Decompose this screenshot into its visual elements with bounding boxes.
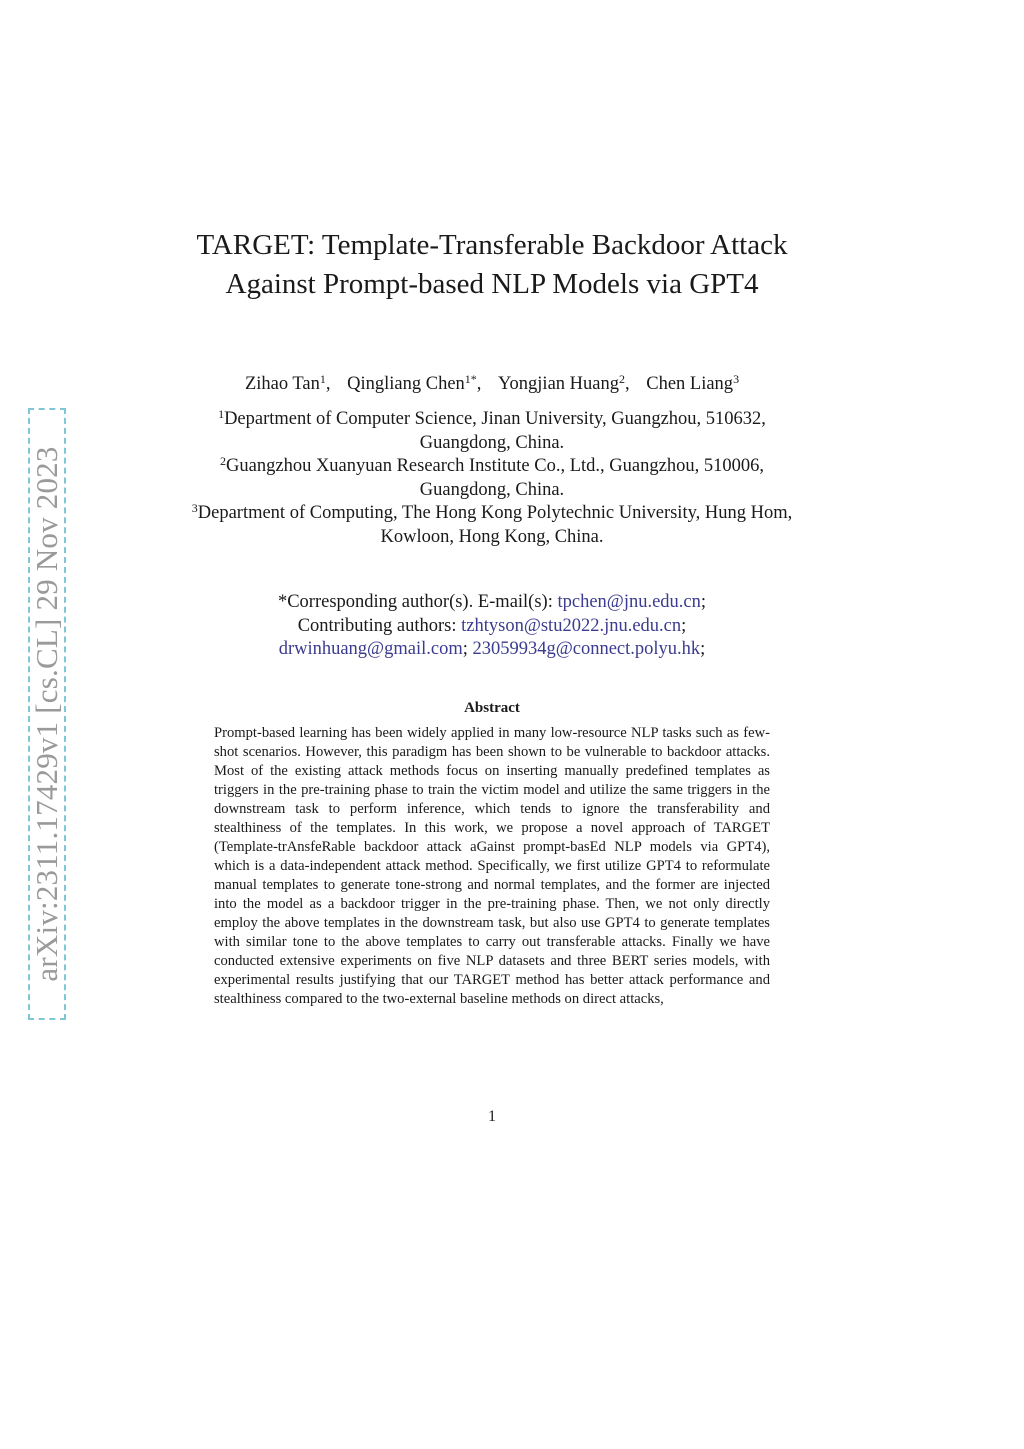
author-name: Zihao Tan	[244, 374, 320, 394]
author-name: Yongjian Huang	[498, 374, 619, 394]
arxiv-identifier[interactable]: arXiv:2311.17429v1 [cs.CL] 29 Nov 2023	[29, 446, 64, 982]
affiliation-mark: 2	[220, 454, 227, 468]
author: Yongjian Huang$^2$,	[498, 372, 630, 394]
corresponding-email-link[interactable]: tpchen@jnu.edu.cn	[557, 592, 701, 612]
arxiv-stamp	[28, 408, 66, 1020]
affiliation-list	[190, 408, 794, 549]
affiliation-text: Department of Computing, The Hong Kong Polytechnic University, Hung Hom, Kowloon, Hong Kong, China.	[197, 503, 793, 547]
author-name: Qingliang Chen	[347, 374, 465, 394]
author-list	[150, 371, 834, 397]
contributing-email-link[interactable]: 23059934g@connect.polyu.hk	[472, 639, 701, 659]
author	[646, 374, 739, 394]
affiliation	[190, 455, 794, 502]
author-mark: 3	[733, 372, 740, 386]
author: Qingliang Chen$^{1*}$,	[347, 372, 482, 394]
corresponding-label: *Corresponding author(s). E-mail(s):	[277, 592, 558, 612]
page-number: 1	[488, 1108, 496, 1125]
affiliation	[190, 408, 794, 455]
affiliation-text: Department of Computer Science, Jinan University, Guangzhou, 510632, Guangdong, China.	[224, 409, 766, 453]
contributing-email-link[interactable]: drwinhuang@gmail.com	[278, 639, 463, 659]
author-mark: 1*	[464, 372, 477, 386]
affiliation-text: Guangzhou Xuanyuan Research Institute Co., Ltd., Guangzhou, 510006, Guangdong, China.	[226, 456, 764, 500]
paper-title: TARGET: Template-Transferable Backdoor Attack Against Prompt-based NLP Models via GPT4	[196, 229, 788, 300]
abstract-text: Prompt-based learning has been widely applied in many low-resource NLP tasks such as few-shot scenarios. However, this paradigm has been shown to be vulnerable to backdoor attacks. Most of the existing attack methods focus on inserting manually predefined templates as triggers in the pre-training phase to train the victim model and utilize the same triggers in the downstream task to perform inference, which tends to ignore the transferability and stealthiness of the templates. In this work, we propose a novel approach of TARGET (Template-trAnsfeRable backdoor attack aGainst prompt-basEd NLP models via GPT4), which is a data-independent attack method. Specifically, we first utilize GPT4 to reformulate manual templates to generate tone-strong and normal templates, and the former are injected into the model as a backdoor trigger in the pre-training phase. Then, we not only directly employ the above templates in the downstream task, but also use GPT4 to generate templates with similar tone to the above templates to carry out transferable attacks. Finally we have conducted extensive experiments on five NLP datasets and three BERT series models, with experimental results justifying that our TARGET method has better attack performance and stealthiness compared to the two-external baseline methods on direct attacks,	[214, 725, 770, 1007]
affiliation-mark: 1	[218, 407, 225, 421]
author-mark: 1	[319, 372, 326, 386]
abstract-heading: Abstract	[464, 700, 520, 716]
author-name: Chen Liang	[646, 374, 734, 394]
contributing-email-link[interactable]: tzhtyson@stu2022.jnu.edu.cn	[461, 615, 682, 636]
affiliation-mark: 3	[191, 501, 198, 515]
contributing-label: Contributing authors:	[297, 615, 462, 636]
correspondence-block: *Corresponding author(s). E-mail(s): tpchen@jnu.edu.cn; Contributing authors: tzhtyson@stu2022.jnu.edu.cn; drwinhuang@gmail.com; 23059934g@connect.polyu.hk;	[277, 592, 707, 659]
author: Zihao Tan$^1$,	[244, 372, 331, 394]
author-mark: 2	[618, 372, 625, 386]
affiliation	[190, 502, 794, 549]
